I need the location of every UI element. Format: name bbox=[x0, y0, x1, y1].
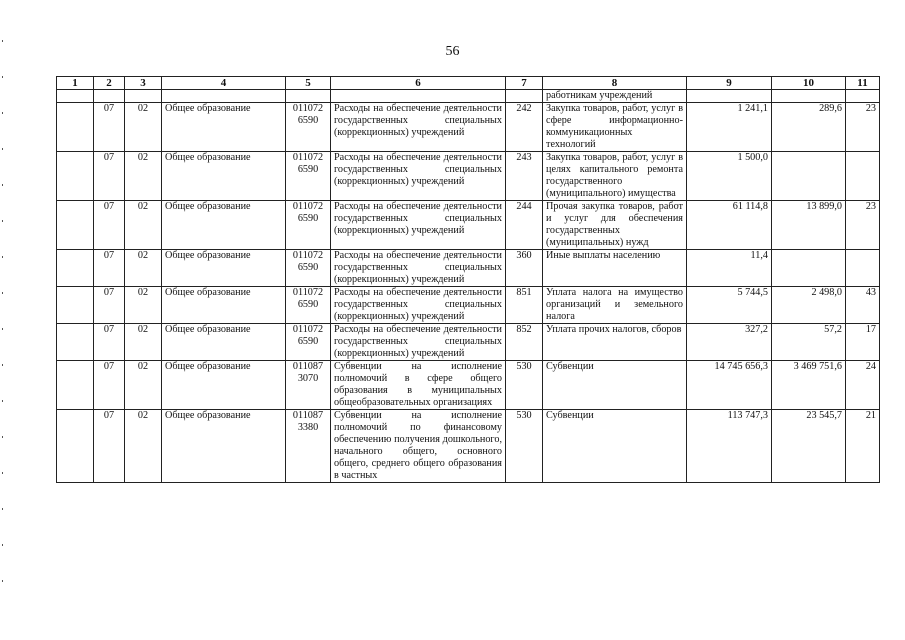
expense-description: Расходы на обеспечение деятельности государственных специальных (коррекционных) учреждений bbox=[331, 287, 506, 324]
section-name: Общее образование bbox=[162, 287, 286, 324]
column-header: 2 bbox=[94, 77, 125, 90]
expense-type-code: 244 bbox=[506, 201, 543, 250]
binding-marks bbox=[2, 40, 4, 620]
percent-col11: 23 bbox=[846, 103, 880, 152]
code-part-2: 6590 bbox=[297, 336, 319, 347]
amount-col9: 327,2 bbox=[687, 324, 772, 361]
col1-cell bbox=[57, 361, 94, 410]
column-header: 1 bbox=[57, 77, 94, 90]
col1-cell bbox=[57, 324, 94, 361]
section-name: Общее образование bbox=[162, 410, 286, 483]
section-name: Общее образование bbox=[162, 201, 286, 250]
amount-col9: 14 745 656,3 bbox=[687, 361, 772, 410]
amount-col10: 57,2 bbox=[772, 324, 846, 361]
code-part-1: 011087 bbox=[292, 361, 324, 372]
section-code: 07 bbox=[94, 152, 125, 201]
percent-col11: 21 bbox=[846, 410, 880, 483]
amount-col10: 23 545,7 bbox=[772, 410, 846, 483]
column-header: 8 bbox=[543, 77, 687, 90]
expense-description: Расходы на обеспечение деятельности государственных специальных (коррекционных) учреждений bbox=[331, 250, 506, 287]
code-part-2: 6590 bbox=[297, 115, 319, 126]
expense-type-name: Иные выплаты населению bbox=[543, 250, 687, 287]
col1-cell bbox=[57, 410, 94, 483]
target-article-code bbox=[286, 324, 331, 361]
table-row bbox=[57, 410, 880, 483]
expense-description: Расходы на обеспечение деятельности государственных специальных (коррекционных) учреждений bbox=[331, 152, 506, 201]
subsection-code: 02 bbox=[125, 324, 162, 361]
section-code: 07 bbox=[94, 103, 125, 152]
table-row bbox=[57, 287, 880, 324]
expense-type-code: 360 bbox=[506, 250, 543, 287]
expense-type-name: Уплата налога на имущество организаций и земельного налога bbox=[543, 287, 687, 324]
continuation-row bbox=[57, 90, 880, 103]
column-header: 9 bbox=[687, 77, 772, 90]
percent-col11 bbox=[846, 250, 880, 287]
amount-col10: 2 498,0 bbox=[772, 287, 846, 324]
code-part-2: 6590 bbox=[297, 299, 319, 310]
expense-type-name: Субвенции bbox=[543, 410, 687, 483]
subsection-code: 02 bbox=[125, 201, 162, 250]
subsection-code: 02 bbox=[125, 103, 162, 152]
col1-cell bbox=[57, 152, 94, 201]
code-part-2: 6590 bbox=[297, 262, 319, 273]
target-article-code bbox=[286, 361, 331, 410]
section-code: 07 bbox=[94, 287, 125, 324]
code-part-1: 011072 bbox=[292, 324, 324, 335]
expense-type-name: Субвенции bbox=[543, 361, 687, 410]
section-code: 07 bbox=[94, 201, 125, 250]
code-part-1: 011072 bbox=[292, 201, 324, 212]
code-part-1: 011087 bbox=[292, 410, 324, 421]
subsection-code: 02 bbox=[125, 287, 162, 324]
budget-table bbox=[56, 76, 880, 483]
target-article-code bbox=[286, 201, 331, 250]
page-number: 56 bbox=[445, 44, 460, 59]
section-code: 07 bbox=[94, 361, 125, 410]
amount-col9: 1 500,0 bbox=[687, 152, 772, 201]
code-part-2: 6590 bbox=[297, 213, 319, 224]
amount-col9: 1 241,1 bbox=[687, 103, 772, 152]
table-row bbox=[57, 103, 880, 152]
table-row bbox=[57, 152, 880, 201]
target-article-code bbox=[286, 250, 331, 287]
col1-cell bbox=[57, 250, 94, 287]
expense-type-code: 530 bbox=[506, 361, 543, 410]
table-header bbox=[57, 77, 880, 90]
table-body bbox=[57, 90, 880, 483]
amount-col9: 61 114,8 bbox=[687, 201, 772, 250]
section-code: 07 bbox=[94, 324, 125, 361]
section-name: Общее образование bbox=[162, 361, 286, 410]
expense-type-name: Прочая закупка товаров, работ и услуг для обеспечения государственных (муниципальных) нужд bbox=[543, 201, 687, 250]
column-header: 11 bbox=[846, 77, 880, 90]
table-row bbox=[57, 361, 880, 410]
expense-type-code: 530 bbox=[506, 410, 543, 483]
percent-col11: 17 bbox=[846, 324, 880, 361]
target-article-code bbox=[286, 287, 331, 324]
percent-col11 bbox=[846, 152, 880, 201]
percent-col11: 23 bbox=[846, 201, 880, 250]
expense-description: Расходы на обеспечение деятельности государственных специальных (коррекционных) учреждений bbox=[331, 103, 506, 152]
column-header: 7 bbox=[506, 77, 543, 90]
column-header: 4 bbox=[162, 77, 286, 90]
table-row bbox=[57, 201, 880, 250]
expense-description: Расходы на обеспечение деятельности государственных специальных (коррекционных) учреждений bbox=[331, 324, 506, 361]
expense-type-name: Закупка товаров, работ, услуг в сфере информационно-коммуникационных технологий bbox=[543, 103, 687, 152]
section-code: 07 bbox=[94, 410, 125, 483]
target-article-code bbox=[286, 152, 331, 201]
target-article-code bbox=[286, 103, 331, 152]
column-header: 3 bbox=[125, 77, 162, 90]
expense-description: Субвенции на исполнение полномочий в сфере общего образования в муниципальных общеобразовательных организациях bbox=[331, 361, 506, 410]
expense-description: Субвенции на исполнение полномочий по финансовому обеспечению получения дошкольного, начального общего, основного общего, среднего общего образования в частных bbox=[331, 410, 506, 483]
col1-cell bbox=[57, 201, 94, 250]
percent-col11: 24 bbox=[846, 361, 880, 410]
amount-col9: 11,4 bbox=[687, 250, 772, 287]
code-part-2: 6590 bbox=[297, 164, 319, 175]
subsection-code: 02 bbox=[125, 152, 162, 201]
subsection-code: 02 bbox=[125, 250, 162, 287]
continuation-text: работникам учреждений bbox=[543, 90, 687, 103]
column-header: 10 bbox=[772, 77, 846, 90]
subsection-code: 02 bbox=[125, 410, 162, 483]
amount-col10: 3 469 751,6 bbox=[772, 361, 846, 410]
section-name: Общее образование bbox=[162, 152, 286, 201]
code-part-1: 011072 bbox=[292, 250, 324, 261]
expense-type-code: 851 bbox=[506, 287, 543, 324]
code-part-1: 011072 bbox=[292, 152, 324, 163]
table-row bbox=[57, 324, 880, 361]
code-part-2: 3380 bbox=[297, 422, 319, 433]
amount-col10 bbox=[772, 152, 846, 201]
amount-col10: 289,6 bbox=[772, 103, 846, 152]
expense-type-code: 243 bbox=[506, 152, 543, 201]
target-article-code bbox=[286, 410, 331, 483]
code-part-2: 3070 bbox=[297, 373, 319, 384]
expense-type-name: Закупка товаров, работ, услуг в целях капитального ремонта государственного (муниципального) имущества bbox=[543, 152, 687, 201]
code-part-1: 011072 bbox=[292, 287, 324, 298]
section-name: Общее образование bbox=[162, 250, 286, 287]
code-part-1: 011072 bbox=[292, 103, 324, 114]
amount-col9: 5 744,5 bbox=[687, 287, 772, 324]
section-code: 07 bbox=[94, 250, 125, 287]
section-name: Общее образование bbox=[162, 103, 286, 152]
amount-col9: 113 747,3 bbox=[687, 410, 772, 483]
expense-description: Расходы на обеспечение деятельности государственных специальных (коррекционных) учреждений bbox=[331, 201, 506, 250]
amount-col10 bbox=[772, 250, 846, 287]
table-row bbox=[57, 250, 880, 287]
section-name: Общее образование bbox=[162, 324, 286, 361]
col1-cell bbox=[57, 287, 94, 324]
expense-type-code: 242 bbox=[506, 103, 543, 152]
percent-col11: 43 bbox=[846, 287, 880, 324]
column-header: 6 bbox=[331, 77, 506, 90]
expense-type-name: Уплата прочих налогов, сборов bbox=[543, 324, 687, 361]
column-header: 5 bbox=[286, 77, 331, 90]
col1-cell bbox=[57, 103, 94, 152]
expense-type-code: 852 bbox=[506, 324, 543, 361]
amount-col10: 13 899,0 bbox=[772, 201, 846, 250]
subsection-code: 02 bbox=[125, 361, 162, 410]
